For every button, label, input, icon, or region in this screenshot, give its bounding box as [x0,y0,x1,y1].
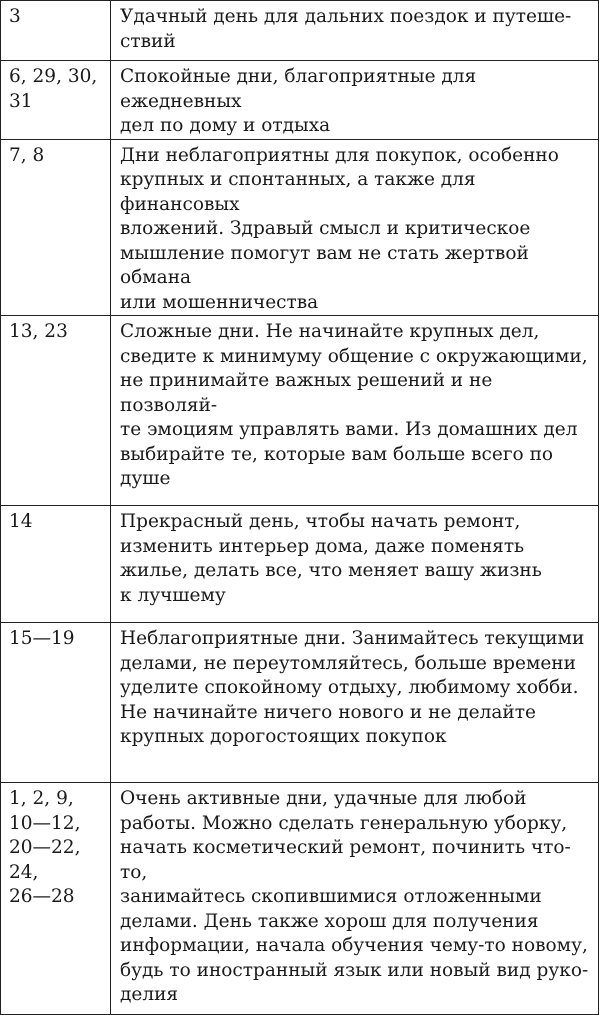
description-line: крупных дорогостоящих покупок [120,726,447,747]
description-line: работы. Можно сделать генеральную уборку, [120,812,568,834]
description-line: не принимайте важных решений и не позволяй- [120,370,493,416]
description-line: начать косметический ремонт, починить что-то, [120,837,571,883]
description-line: будь то иностранный язык или новый вид руко- [120,959,589,981]
days-line: 14 [9,511,33,532]
description-line: жилье, делать все, что меняет вашу жизнь [120,560,542,581]
days-line: 7, 8 [9,144,45,166]
days-line: 3 [9,6,21,27]
description-line: делами. День также хорош для получения [120,910,539,932]
days-line: 13, 23 [9,321,68,342]
table-row [1,506,599,623]
table-row [1,61,599,140]
description-line: вложений. Здравый смысл и критическое [120,218,531,239]
description-cell [111,506,599,623]
table-row [1,1,599,61]
days-line: 6, 29, 30, [9,66,98,87]
description-line: занимайтесь скопившимися отложенными [120,886,542,907]
days-line: 26—28 [9,886,75,907]
description-line: ствий [120,30,176,52]
description-line: Сложные дни. Не начинайте крупных дел, [120,321,540,342]
description-line: Не начинайте ничего нового и не делайте [120,701,536,723]
description-line: к лучшему [120,584,226,606]
days-cell [1,139,111,316]
description-cell [111,316,599,506]
description-line: Дни неблагоприятны для покупок, особенно [120,144,559,166]
description-cell [111,139,599,316]
description-line: делами, не переутомляйтесь, больше времени [120,652,576,674]
description-line: сведите к минимуму общение с окружающими, [120,345,588,367]
days-line: 31 [9,90,33,112]
table-row [1,316,599,506]
description-line: или мошенничества [120,291,319,313]
description-cell [111,61,599,140]
description-cell [111,1,599,61]
description-line: информации, начала обучения чему-то новому, [120,935,588,956]
description-line: делия [120,984,179,1005]
description-line: мышление помогут вам не стать жертвой обмана [120,242,529,288]
days-cell [1,1,111,61]
days-line: 15—19 [9,628,75,649]
description-line: душе [120,468,171,489]
table-row [1,783,599,1015]
days-cell [1,783,111,1015]
days-cell [1,316,111,506]
days-cell [1,506,111,623]
description-line: изменить интерьер дома, даже поменять [120,535,525,557]
days-line: 24, [9,861,39,883]
description-cell [111,623,599,783]
days-line: 1, 2, 9, [9,788,74,809]
description-line: Удачный день для дальних поездок и путеше- [120,6,572,27]
description-line: те эмоциям управлять вами. Из домашних дел [120,419,578,440]
description-line: дел по дому и отдыха [120,115,331,136]
table-row [1,139,599,316]
days-line: 10—12, [9,812,81,834]
description-cell [111,783,599,1015]
description-line: Очень активные дни, удачные для любой [120,788,527,809]
days-cell [1,61,111,140]
description-line: Спокойные дни, благоприятные для ежедневных [120,66,477,112]
description-line: Прекрасный день, чтобы начать ремонт, [120,511,521,532]
days-cell [1,623,111,783]
description-line: выбирайте те, которые вам больше всего по [120,443,554,465]
days-line: 20—22, [9,837,81,858]
description-line: Неблагоприятные дни. Занимайтесь текущими [120,628,585,649]
table-row [1,623,599,783]
description-line: крупных и спонтанных, а также для финансовых [120,169,476,215]
description-line: уделите спокойному отдыху, любимому хобби. [120,677,579,698]
